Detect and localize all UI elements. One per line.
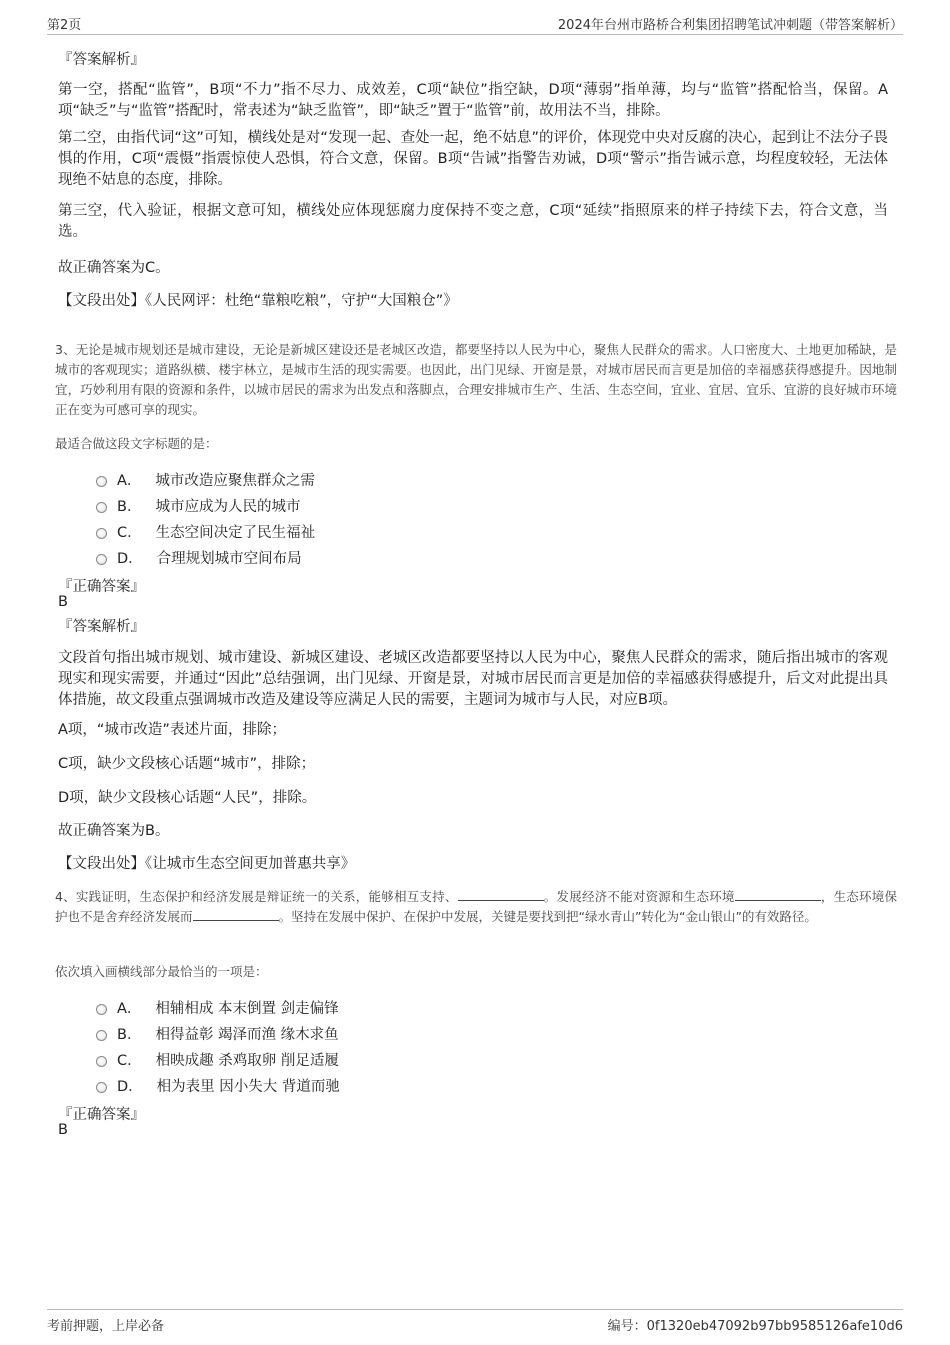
question-3-note-a: A项，“城市改造”表述片面，排除； (58, 722, 286, 738)
question-4-option-c[interactable]: C． 相映成趣 杀鸡取卵 削足适履 (96, 1049, 339, 1070)
radio-icon[interactable] (96, 1004, 107, 1015)
question-3-option-c[interactable]: C． 生态空间决定了民生福祉 (96, 521, 315, 542)
fill-blank-2[interactable] (735, 888, 821, 901)
question-4-option-b[interactable]: B． 相得益彰 竭泽而渔 缘木求鱼 (96, 1023, 339, 1044)
analysis-label: 『答案解析』 (58, 52, 145, 68)
question-3-option-b[interactable]: B． 城市应成为人民的城市 (96, 495, 300, 516)
question-3-source: 【文段出处】《让城市生态空间更加普惠共享》 (58, 856, 356, 872)
question-3-stem: 3、无论是城市规划还是城市建设，无论是新城区建设还是老城区改造，都要坚持以人民为中心，聚焦人民群众的需求。人口密度大、土地更加稀缺，是城市的客观现实；道路纵横、楼宇林立，是城市生活的现实需要。也因此，出门见绿、开窗是景，对城市居民而言更是加倍的幸福感获得感提升。因地制宜，巧妙利用有限的资源和条件，以城市居民的需求为出发点和落脚点，合理安排城市生产、生活、生态空间，宜业、宜居、宜乐、宜游的良好城市环境正在变为可感可享的现实。 (55, 342, 897, 417)
question-3-analysis-label: 『答案解析』 (58, 619, 145, 635)
question-3-prompt: 最适合做这段文字标题的是： (55, 436, 218, 451)
question-3-conclusion: 故正确答案为B。 (58, 823, 170, 839)
question-3-note-c: C项，缺少文段核心话题“城市”，排除； (58, 756, 316, 772)
question-3-note-d: D项，缺少文段核心话题“人民”，排除。 (58, 790, 317, 806)
footer-slogan: 考前押题，上岸必备 (47, 1319, 165, 1334)
fill-blank-3[interactable] (193, 908, 279, 921)
question-4-stem: 4、实践证明，生态保护和经济发展是辩证统一的关系，能够相互支持、 。发展经济不能对资源和生态环境 ，生态环境保护也不是舍弃经济发展而 。坚持在发展中保护、在保护中发展，关键是要找到把“绿水青山”转化为“金山银山”的有效路径。 (55, 889, 897, 924)
fill-blank-1[interactable] (458, 888, 544, 901)
document-id: 编号：0f1320eb47092b97bb9585126afe10d6 (607, 1319, 903, 1334)
radio-icon[interactable] (96, 1056, 107, 1067)
analysis-paragraph-2: 第二空，由指代词“这”可知，横线处是对“发现一起、查处一起，绝不姑息”的评价，体现党中央对反腐的决心，起到让不法分子畏惧的作用，C项“震慑”指震惊使人恐惧，符合文意，保留。B项“告诫”指警告劝诫，D项“警示”指告诫示意，均程度较轻，无法体现绝不姑息的态度，排除。 (58, 130, 888, 188)
source-citation: 【文段出处】《人民网评：杜绝“靠粮吃粮”，守护“大国粮仓”》 (58, 293, 458, 309)
page-header (47, 12, 903, 35)
radio-icon[interactable] (96, 554, 107, 565)
question-3-option-d[interactable]: D． 合理规划城市空间布局 (96, 547, 302, 568)
radio-icon[interactable] (96, 528, 107, 539)
question-3-option-a[interactable]: A． 城市改造应聚焦群众之需 (96, 469, 315, 490)
page-number: 第2页 (47, 18, 82, 33)
radio-icon[interactable] (96, 476, 107, 487)
radio-icon[interactable] (96, 502, 107, 513)
analysis-paragraph-3: 第三空，代入验证，根据文意可知，横线处应体现惩腐力度保持不变之意，C项“延续”指照原来的样子持续下去，符合文意，当选。 (58, 203, 888, 240)
question-4-option-d[interactable]: D． 相为表里 因小失大 背道而驰 (96, 1075, 340, 1096)
question-3-answer: B (58, 594, 68, 610)
document-title: 2024年台州市路桥合利集团招聘笔试冲刺题（带答案解析） (557, 18, 903, 33)
question-3-answer-label: 『正确答案』 (58, 579, 145, 595)
answer-conclusion: 故正确答案为C。 (58, 260, 170, 276)
question-3-analysis: 文段首句指出城市规划、城市建设、新城区建设、老城区改造都要坚持以人民为中心，聚焦人民群众的需求，随后指出城市的客观现实和现实需要，并通过“因此”总结强调，出门见绿、开窗是景，对城市居民而言更是加倍的幸福感获得感提升，后文对此提出具体措施，故文段重点强调城市改造及建设等应满足人民的需要，主题词为城市与人民，对应B项。 (58, 650, 888, 708)
radio-icon[interactable] (96, 1030, 107, 1041)
question-4-answer-label: 『正确答案』 (58, 1107, 145, 1123)
question-4-answer: B (58, 1122, 68, 1138)
page-footer (47, 1309, 903, 1334)
question-4-option-a[interactable]: A． 相辅相成 本末倒置 剑走偏锋 (96, 997, 339, 1018)
question-4-prompt: 依次填入画横线部分最恰当的一项是： (55, 964, 268, 979)
analysis-paragraph-1: 第一空，搭配“监管”，B项“不力”指不尽力、成效差，C项“缺位”指空缺，D项“薄弱”指单薄，均与“监管”搭配恰当，保留。A项“缺乏”与“监管”搭配时，常表述为“缺乏监管”，即“缺乏”置于“监管”前，故用法不当，排除。 (58, 82, 888, 119)
radio-icon[interactable] (96, 1082, 107, 1093)
